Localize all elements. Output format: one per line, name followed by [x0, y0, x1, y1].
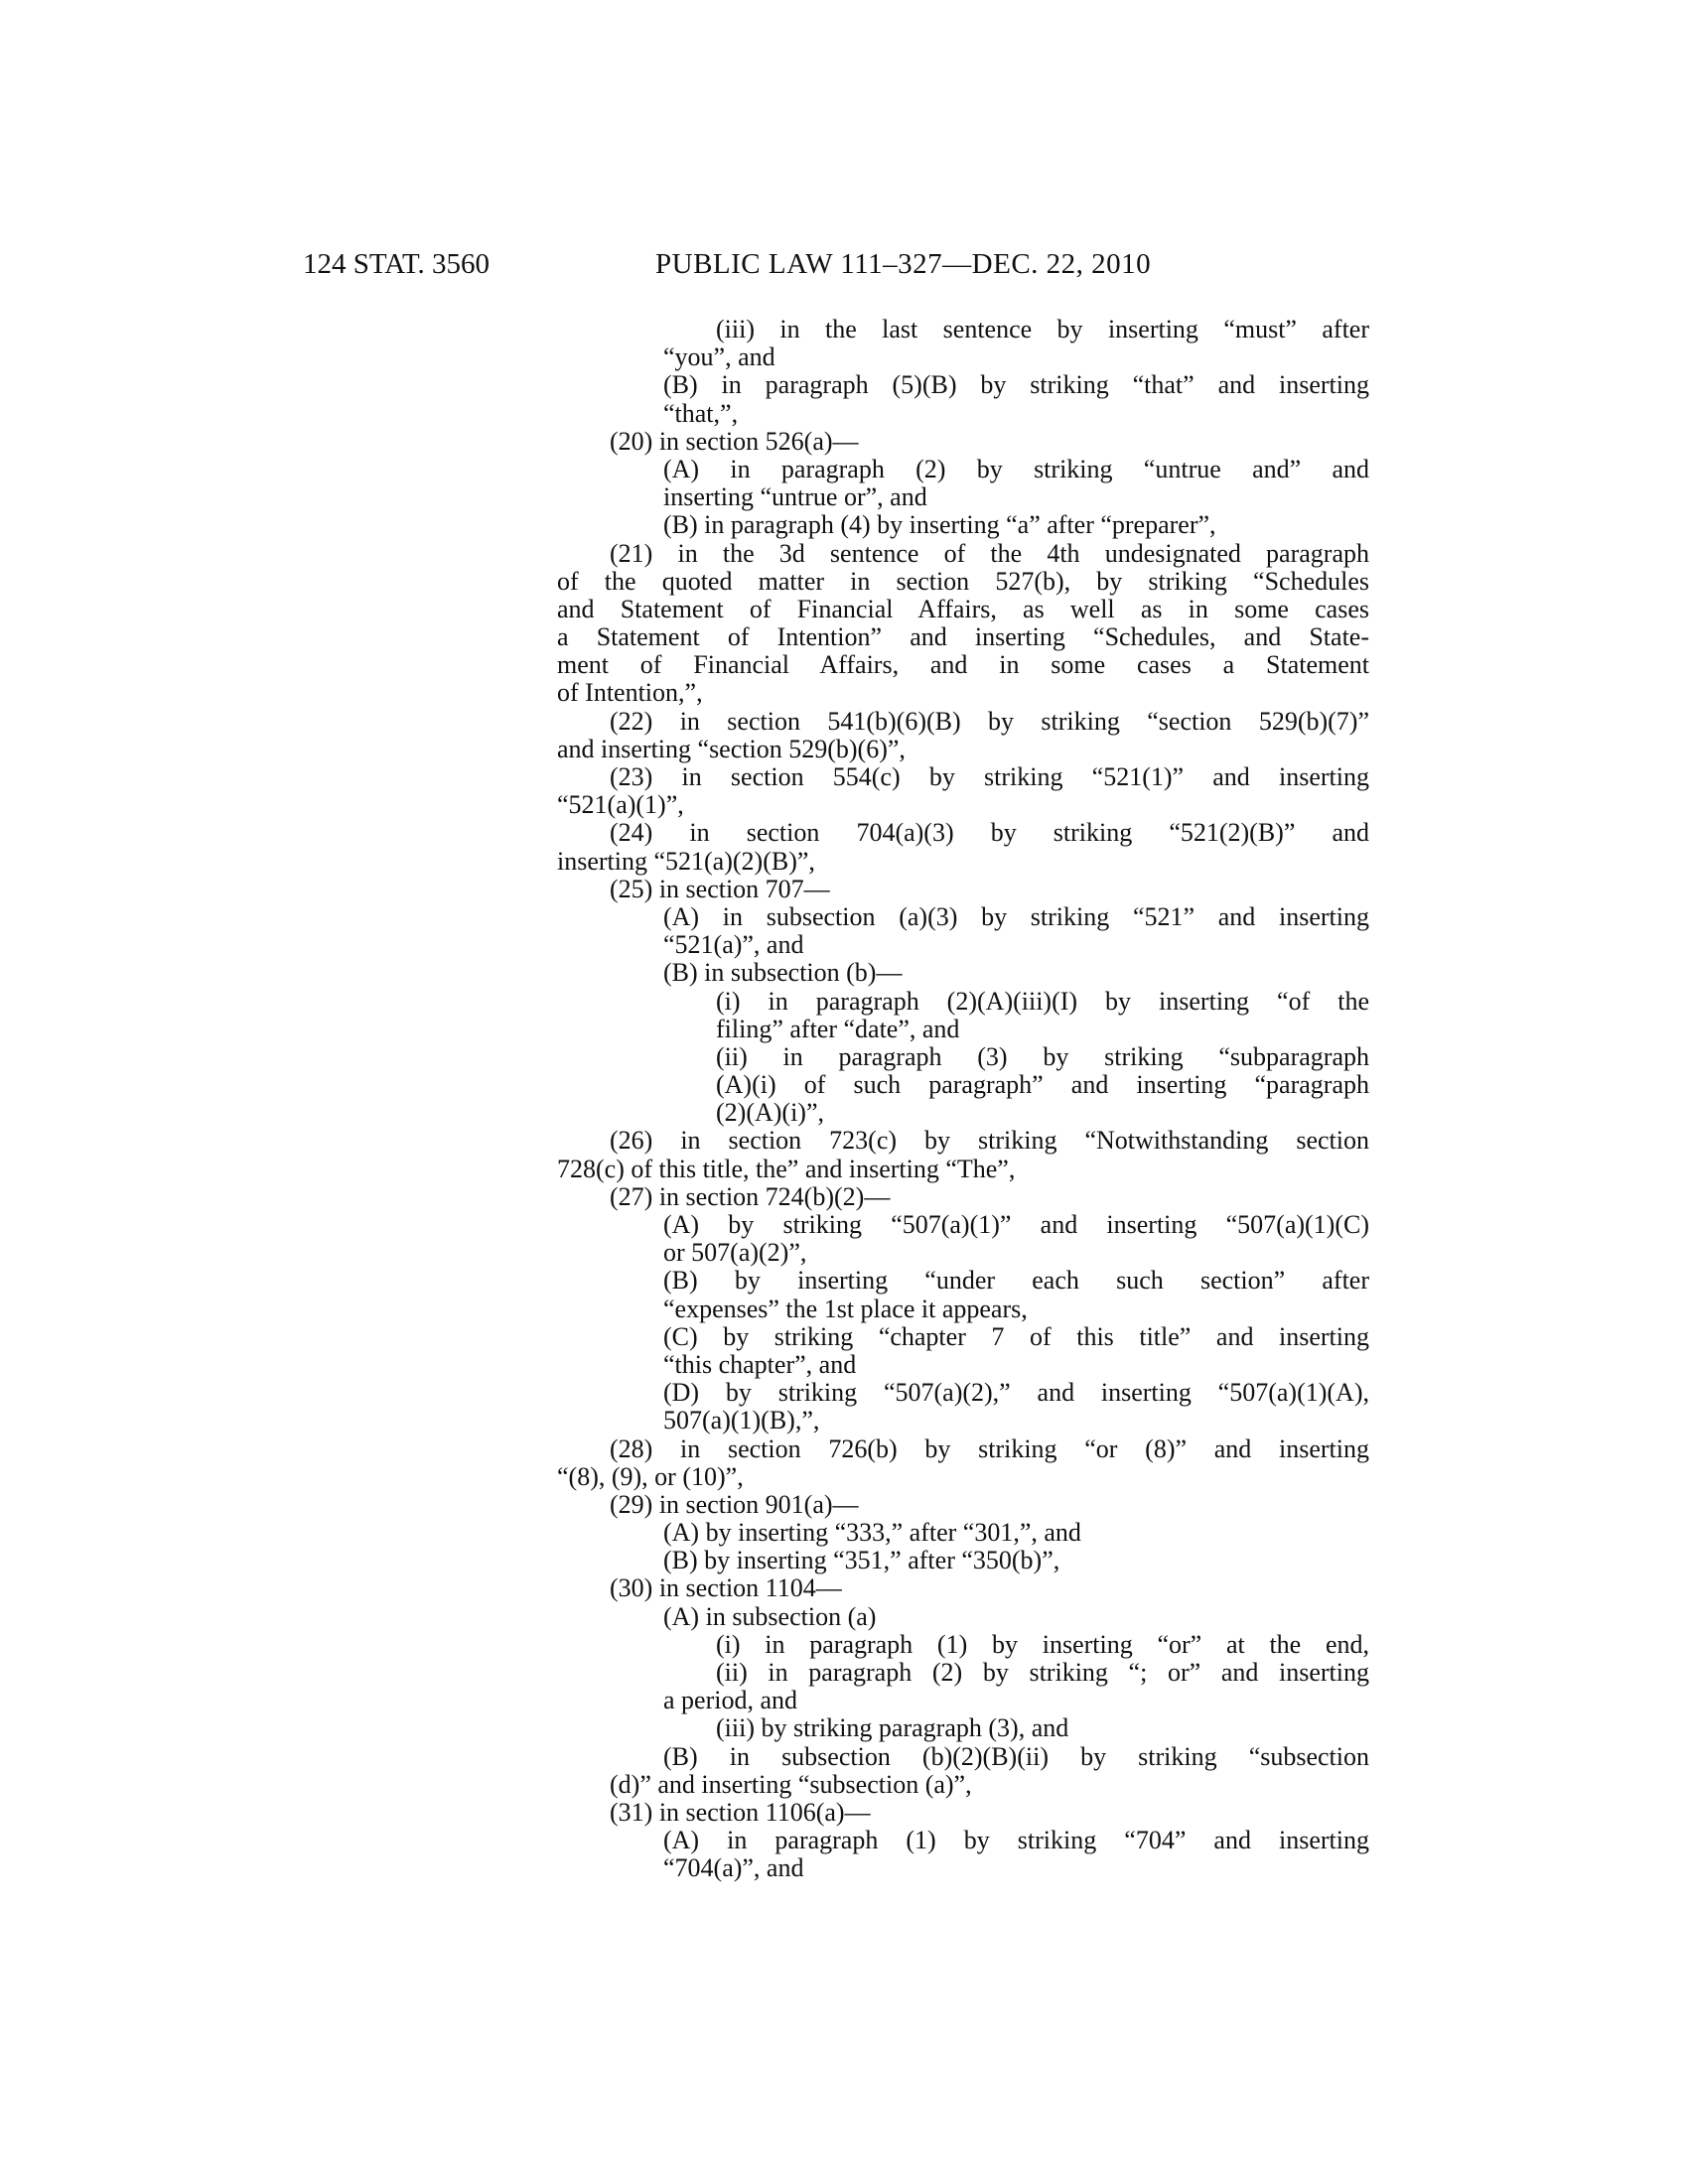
text-line: or 507(a)(2)”,: [663, 1238, 807, 1268]
text-line: (B) in subsection (b)(2)(B)(ii) by striking “subsection: [663, 1741, 1369, 1771]
text-line: “that,”,: [663, 398, 739, 428]
text-line: (23) in section 554(c) by striking “521(1)” and inserting: [610, 762, 1369, 791]
public-law-title: PUBLIC LAW 111–327—DEC. 22, 2010: [655, 248, 1152, 280]
text-line: (A) by inserting “333,” after “301,”, and: [663, 1518, 1081, 1548]
text-line: (C) by striking “chapter 7 of this title” and inserting: [663, 1321, 1369, 1351]
text-line: (A) in paragraph (1) by striking “704” and inserting: [663, 1826, 1369, 1855]
text-line: (B) by inserting “under each such section” after: [663, 1266, 1369, 1296]
text-line: (27) in section 724(b)(2)—: [610, 1181, 891, 1211]
text-line: (29) in section 901(a)—: [610, 1489, 859, 1519]
text-line: (20) in section 526(a)—: [610, 426, 859, 456]
text-line: (A) in subsection (a)(3) by striking “521” and inserting: [663, 901, 1369, 931]
text-line: (A) in subsection (a): [663, 1601, 877, 1631]
text-line: (24) in section 704(a)(3) by striking “521(2)(B)” and: [610, 818, 1369, 848]
text-line: (A)(i) of such paragraph” and inserting “paragraph: [716, 1070, 1369, 1100]
text-line: (ii) in paragraph (3) by striking “subparagraph: [716, 1041, 1369, 1071]
text-line: “704(a)”, and: [663, 1853, 804, 1883]
text-line: (B) in paragraph (4) by inserting “a” after “preparer”,: [663, 510, 1216, 540]
text-line: (i) in paragraph (2)(A)(iii)(I) by inserting “of the: [716, 986, 1369, 1016]
text-line: (B) by inserting “351,” after “350(b)”,: [663, 1546, 1060, 1575]
text-line: a Statement of Intention” and inserting “Schedules, and State-: [557, 622, 1369, 652]
text-line: (28) in section 726(b) by striking “or (8)” and inserting: [610, 1433, 1369, 1463]
text-line: “(8), (9), or (10)”,: [557, 1461, 744, 1491]
text-line: (d)” and inserting “subsection (a)”,: [610, 1769, 972, 1799]
text-line: (26) in section 723(c) by striking “Notwithstanding section: [610, 1126, 1369, 1156]
text-line: (25) in section 707—: [610, 874, 830, 903]
text-line: “expenses” the 1st place it appears,: [663, 1294, 1028, 1323]
text-line: (2)(A)(i)”,: [716, 1098, 824, 1128]
text-line: (D) by striking “507(a)(2),” and inserting “507(a)(1)(A),: [663, 1378, 1369, 1408]
text-line: of the quoted matter in section 527(b), by striking “Schedules: [557, 566, 1369, 596]
text-line: (B) in paragraph (5)(B) by striking “that” and inserting: [663, 370, 1369, 400]
text-line: (ii) in paragraph (2) by striking “; or” and inserting: [716, 1658, 1369, 1687]
text-line: “521(a)(1)”,: [557, 790, 684, 820]
text-line: (iii) in the last sentence by inserting “must” after: [716, 315, 1369, 343]
text-line: inserting “untrue or”, and: [663, 482, 927, 512]
text-line: “521(a)”, and: [663, 930, 804, 960]
text-line: (B) in subsection (b)—: [663, 958, 903, 988]
text-line: (30) in section 1104—: [610, 1573, 842, 1603]
text-line: (A) in paragraph (2) by striking “untrue and” and: [663, 454, 1369, 483]
text-line: and inserting “section 529(b)(6)”,: [557, 734, 906, 763]
text-line: (i) in paragraph (1) by inserting “or” at the end,: [716, 1629, 1369, 1659]
text-line: “you”, and: [663, 342, 775, 372]
text-line: (31) in section 1106(a)—: [610, 1797, 871, 1827]
text-line: (iii) by striking paragraph (3), and: [716, 1713, 1069, 1743]
page-header: [303, 248, 1375, 288]
text-line: 507(a)(1)(B),”,: [663, 1406, 820, 1435]
text-line: a period, and: [663, 1686, 798, 1715]
text-line: (21) in the 3d sentence of the 4th undesignated paragraph: [610, 538, 1369, 568]
text-line: “this chapter”, and: [663, 1349, 857, 1379]
text-line: (A) by striking “507(a)(1)” and inserting “507(a)(1)(C): [663, 1210, 1369, 1239]
statute-page-number: 124 STAT. 3560: [303, 248, 491, 280]
text-line: of Intention,”,: [557, 678, 703, 708]
document-body: [557, 316, 1369, 1883]
text-line: 728(c) of this title, the” and inserting “The”,: [557, 1154, 1016, 1183]
text-line: (22) in section 541(b)(6)(B) by striking “section 529(b)(7)”: [610, 706, 1369, 736]
text-line: inserting “521(a)(2)(B)”,: [557, 846, 815, 876]
text-line: filing” after “date”, and: [716, 1014, 960, 1043]
text-line: ment of Financial Affairs, and in some cases a Statement: [557, 650, 1369, 680]
text-line: and Statement of Financial Affairs, as well as in some cases: [557, 594, 1369, 623]
